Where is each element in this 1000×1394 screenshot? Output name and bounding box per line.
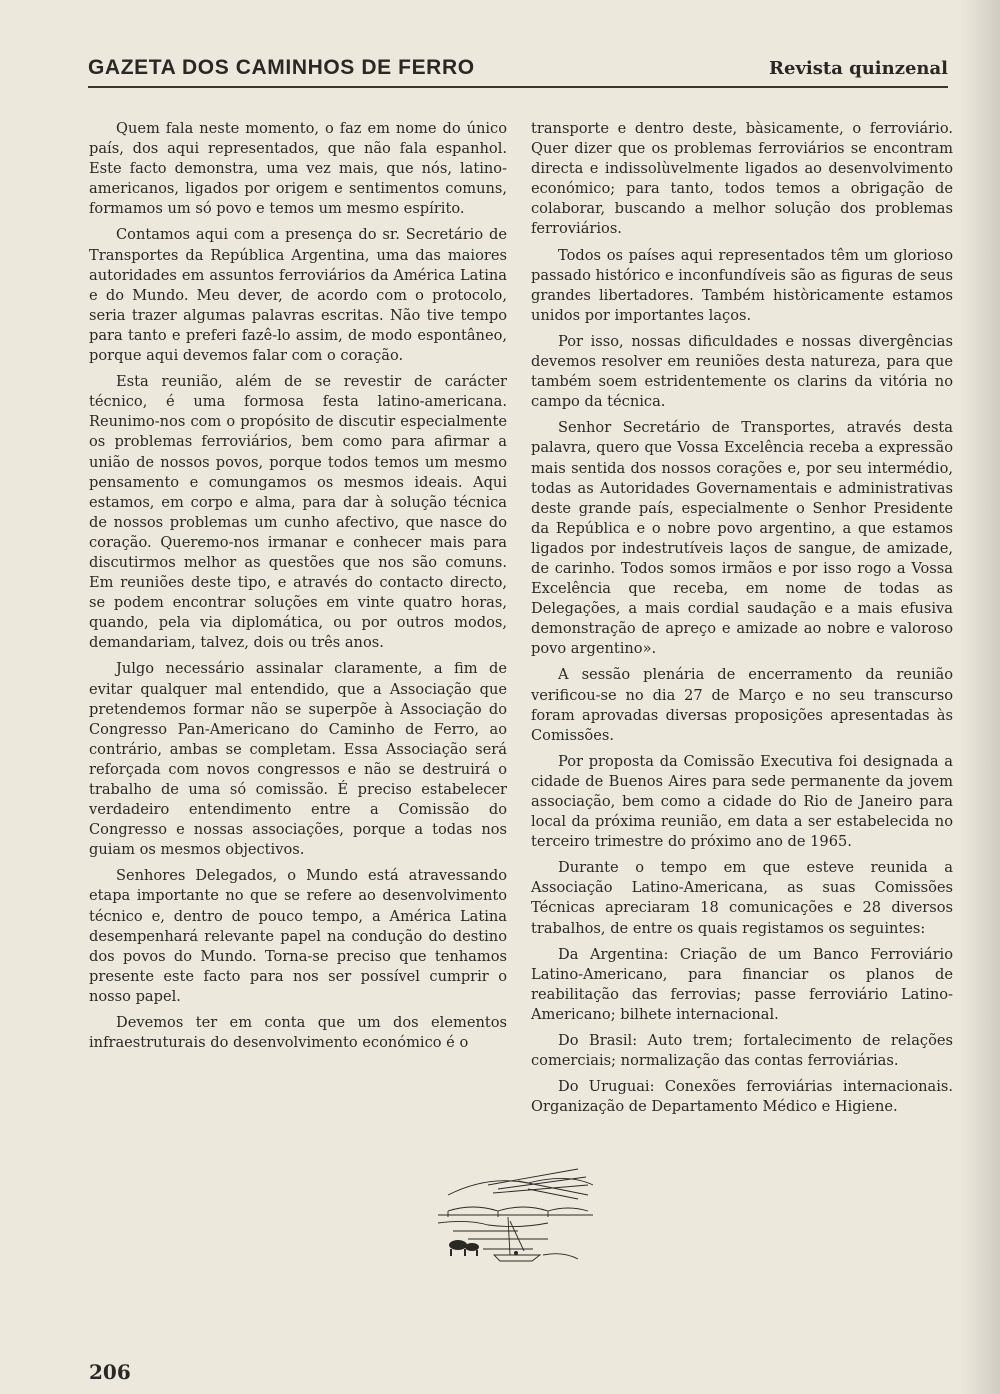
paragraph: Contamos aqui com a presença do sr. Secretário de Transportes da República Argentina, uma das maiores autoridades em assuntos ferroviários da América Latina e do Mundo. Meu dever, de acordo com o protocolo, seria trazer algumas palavras escritas. Não tive tempo para tanto e preferi fazê-lo assim, de modo espontâneo, porque aqui devemos falar com o coração. bbox=[89, 226, 507, 365]
paragraph: Quem fala neste momento, o faz em nome do único país, dos aqui representados, que não fala espanhol. Este facto demonstra, uma vez mais, que nós, latino-americanos, ligados por origem e sentimentos comuns, formamos um só povo e temos um mesmo espírito. bbox=[89, 120, 507, 218]
paragraph: A sessão plenária de encerramento da reunião verificou-se no dia 27 de Março e no seu transcurso foram aprovadas diversas proposições apresentadas às Comissões. bbox=[531, 666, 953, 744]
river-bridge-sketch-illustration bbox=[428, 1155, 598, 1275]
journal-title: GAZETA DOS CAMINHOS DE FERRO bbox=[88, 56, 475, 79]
running-header bbox=[88, 56, 948, 88]
right-text-column bbox=[531, 119, 953, 1123]
paragraph: Devemos ter em conta que um dos elementos infraestruturais do desenvolvimento económico é o bbox=[89, 1014, 507, 1052]
journal-subtitle: Revista quinzenal bbox=[769, 58, 948, 79]
paragraph: Senhores Delegados, o Mundo está atravessando etapa importante no que se refere ao desenvolvimento técnico e, dentro de pouco tempo, a América Latina desempenhará relevante papel na condução do destino dos povos do Mundo. Torna-se preciso que tenhamos presente este facto para nos ser possível cumprir o nosso papel. bbox=[89, 867, 507, 1005]
paragraph: Todos os países aqui representados têm um glorioso passado histórico e inconfundíveis são as figuras de seus grandes libertadores. Também històricamente estamos unidos por importantes laços. bbox=[531, 246, 953, 324]
left-text-column bbox=[89, 119, 507, 1059]
paragraph: Por proposta da Comissão Executiva foi designada a cidade de Buenos Aires para sede permanente da jovem associação, bem como a cidade do Rio de Janeiro para local da próxima reunião, em data a ser estabelecida no terceiro trimestre do próximo ano de 1965. bbox=[531, 752, 953, 851]
paragraph: Por isso, nossas dificuldades e nossas divergências devemos resolver em reuniões desta natureza, para que também soem estridentemente os clarins da vitória no campo da técnica. bbox=[531, 332, 953, 411]
paragraph: Durante o tempo em que esteve reunida a Associação Latino-Americana, as suas Comissões Técnicas apreciaram 18 comunicações e 28 diversos trabalhos, de entre os quais registamos os seguintes: bbox=[531, 859, 953, 937]
paragraph: Do Uruguai: Conexões ferroviárias internacionais. Organização de Departamento Médico e Higiene. bbox=[531, 1078, 953, 1116]
paragraph-continued: transporte e dentro deste, bàsicamente, o ferroviário. Quer dizer que os problemas ferroviários se encontram directa e indissolùvelmente ligados ao desenvolvimento económico; para tanto, todos temos a obrigação de colaborar, buscando a melhor solução dos problemas ferroviários. bbox=[531, 120, 953, 238]
paragraph: Senhor Secretário de Transportes, através desta palavra, quero que Vossa Excelência receba a expressão mais sentida dos nossos corações e, por seu intermédio, todas as Autoridades Governamentais e administrativas deste grande país, especialmente o Senhor Presidente da República e o nobre povo argentino, a que estamos ligados por indestrutíveis laços de sangue, de amizade, de carinho. Todos somos irmãos e por isso rogo a Vossa Excelência que receba, em nome de todas as Delegações, a mais cordial saudação e a mais efusiva demonstração de apreço e amizade ao nobre e valoroso povo argentino». bbox=[531, 419, 953, 658]
paragraph: Esta reunião, além de se revestir de carácter técnico, é uma formosa festa latino-americana. Reunimo-nos com o propósito de discutir especialmente os problemas ferroviários, bem como para afirmar a união de nossos povos, porque todos temos um mesmo pensamento e comungamos os mesmos ideais. Aqui estamos, em corpo e alma, para dar à solução técnica de nossos problemas um cunho afectivo, que nasce do coração. Queremo-nos irmanar e conhecer mais para discutirmos melhor as questões que nos são comuns. Em reuniões deste tipo, e através do contacto directo, se podem encontrar soluções em vinte quatro horas, quando, pela via diplomática, ou por outros modos, demandariam, talvez, dois ou três anos. bbox=[89, 373, 507, 652]
paragraph: Da Argentina: Criação de um Banco Ferroviário Latino-Americano, para financiar os planos de reabilitação das ferrovias; passe ferroviário Latino-Americano; bilhete internacional. bbox=[531, 945, 953, 1023]
paragraph: Do Brasil: Auto trem; fortalecimento de relações comerciais; normalização das contas ferroviárias. bbox=[531, 1032, 953, 1070]
paragraph: Julgo necessário assinalar claramente, a fim de evitar qualquer mal entendido, que a Associação que pretendemos formar não se superpõe à Associação do Congresso Pan-Americano do Caminho de Ferro, ao contrário, ambas se completam. Essa Associação será reforçada com novos congressos e não se destruirá o trabalho de uma só comissão. É preciso estabelecer verdadeiro entendimento entre a Comissão do Congresso e nossas associações, porque a todas nos guiam os mesmos objectivos. bbox=[89, 660, 507, 859]
page-gutter-shadow bbox=[960, 0, 1000, 1394]
page-number: 206 bbox=[89, 1360, 131, 1384]
